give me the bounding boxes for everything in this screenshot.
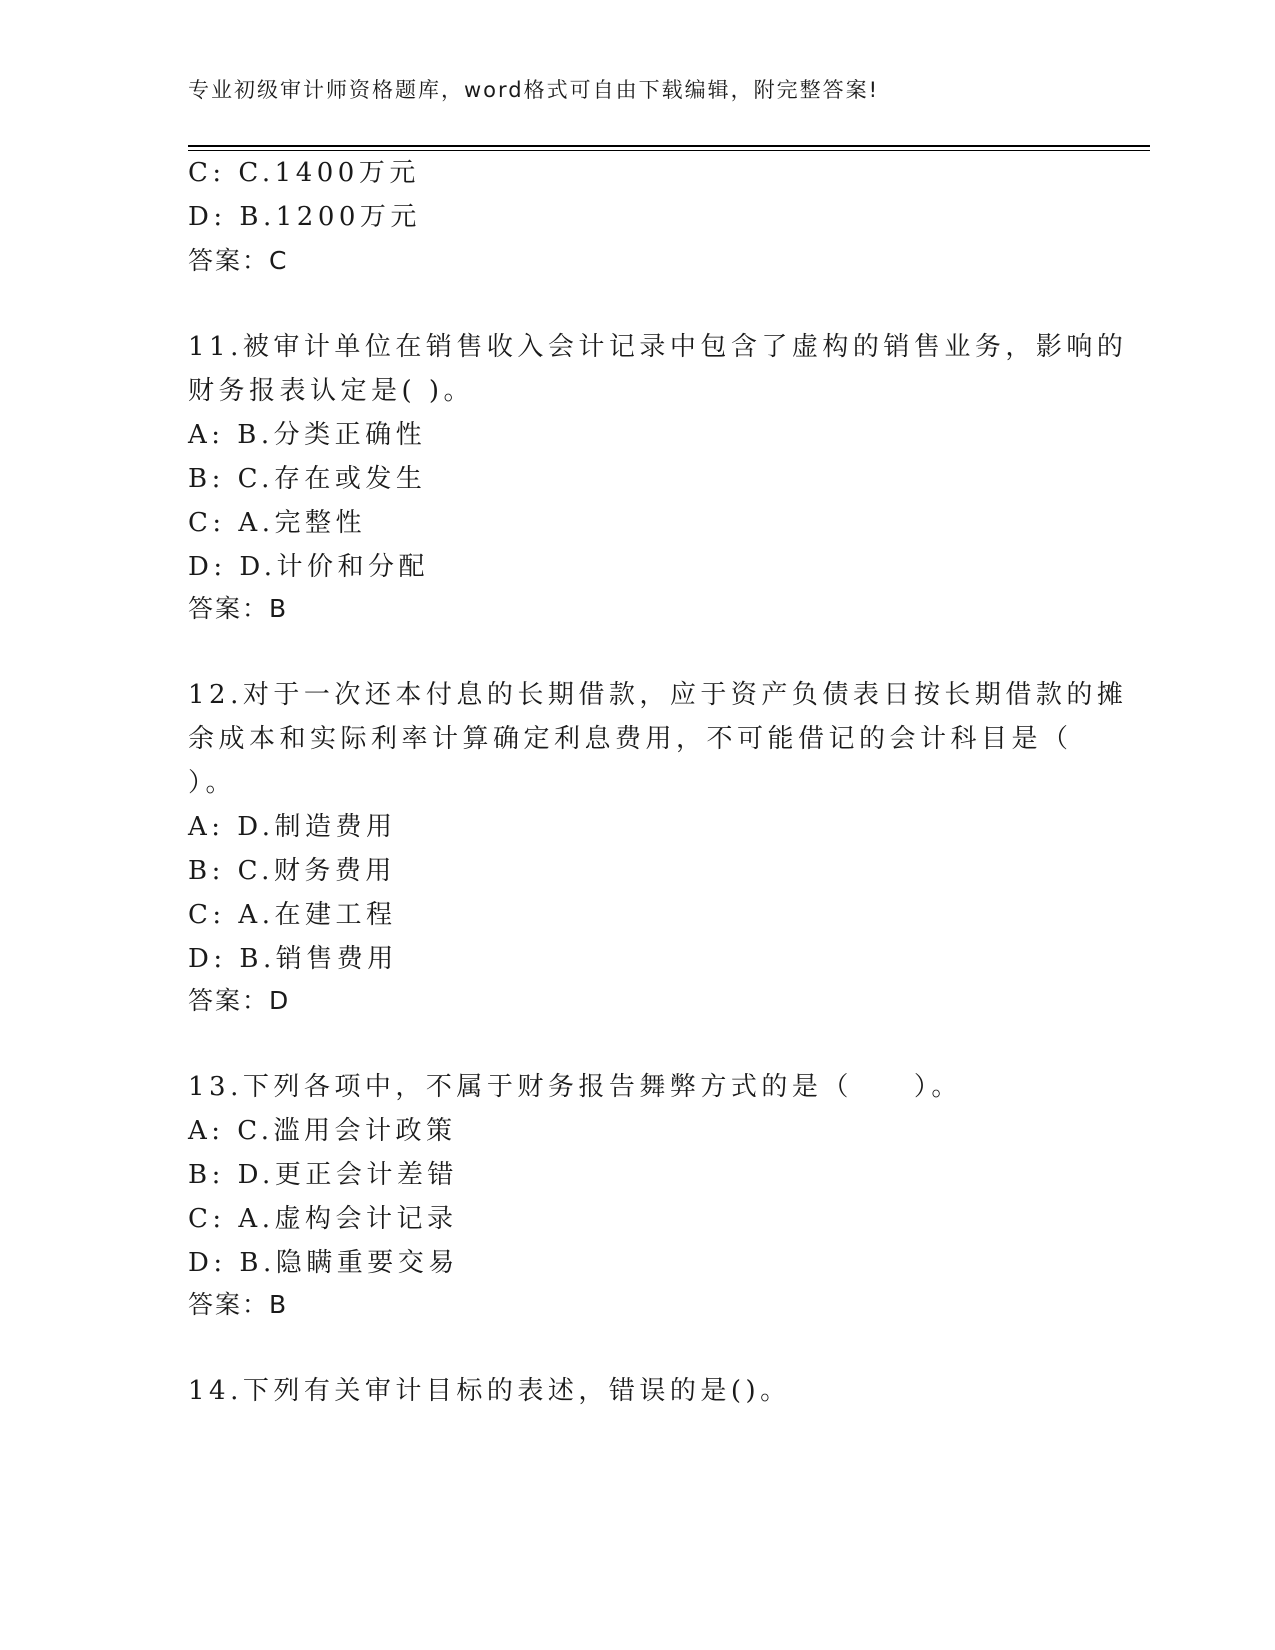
q12-option-c: C: A.在建工程 [188, 900, 397, 930]
q12-stem-line-2: 余成本和实际利率计算确定利息费用，不可能借记的会计科目是（ [188, 724, 1073, 754]
prev-option-d: D: B.1200万元 [188, 202, 421, 232]
q11-stem-line-1: 11.被审计单位在销售收入会计记录中包含了虚构的销售业务，影响的 [188, 332, 1128, 362]
q12-stem-line-3: ）。 [188, 768, 237, 798]
header-rule-thin [188, 150, 1150, 151]
header-rule-thick [188, 145, 1150, 147]
q13-option-b: B: D.更正会计差错 [188, 1160, 458, 1190]
q12-option-b: B: C.财务费用 [188, 856, 396, 886]
prev-option-c: C: C.1400万元 [188, 158, 420, 188]
q13-option-c: C: A.虚构会计记录 [188, 1204, 458, 1234]
q12-stem-line-1: 12.对于一次还本付息的长期借款，应于资产负债表日按长期借款的摊 [188, 680, 1128, 710]
q11-option-a: A: B.分类正确性 [188, 420, 427, 450]
q11-answer: 答案：B [188, 594, 289, 623]
q11-option-b: B: C.存在或发生 [188, 464, 427, 494]
prev-answer: 答案：C [188, 246, 289, 275]
q13-answer: 答案：B [188, 1290, 289, 1319]
q11-option-c: C: A.完整性 [188, 508, 366, 538]
q12-option-a: A: D.制造费用 [188, 812, 397, 842]
q13-option-a: A: C.滥用会计政策 [188, 1116, 457, 1146]
q13-option-d: D: B.隐瞒重要交易 [188, 1248, 459, 1278]
q11-stem-line-2: 财务报表认定是( )。 [188, 376, 475, 406]
q12-option-d: D: B.销售费用 [188, 944, 398, 974]
q14-stem-line-1: 14.下列有关审计目标的表述，错误的是()。 [188, 1376, 791, 1406]
q13-stem-line-1: 13.下列各项中，不属于财务报告舞弊方式的是（ ）。 [188, 1072, 962, 1102]
document-header: 专业初级审计师资格题库，word格式可自由下载编辑，附完整答案! [188, 78, 880, 102]
q11-option-d: D: D.计价和分配 [188, 552, 430, 582]
q12-answer: 答案：D [188, 986, 291, 1015]
